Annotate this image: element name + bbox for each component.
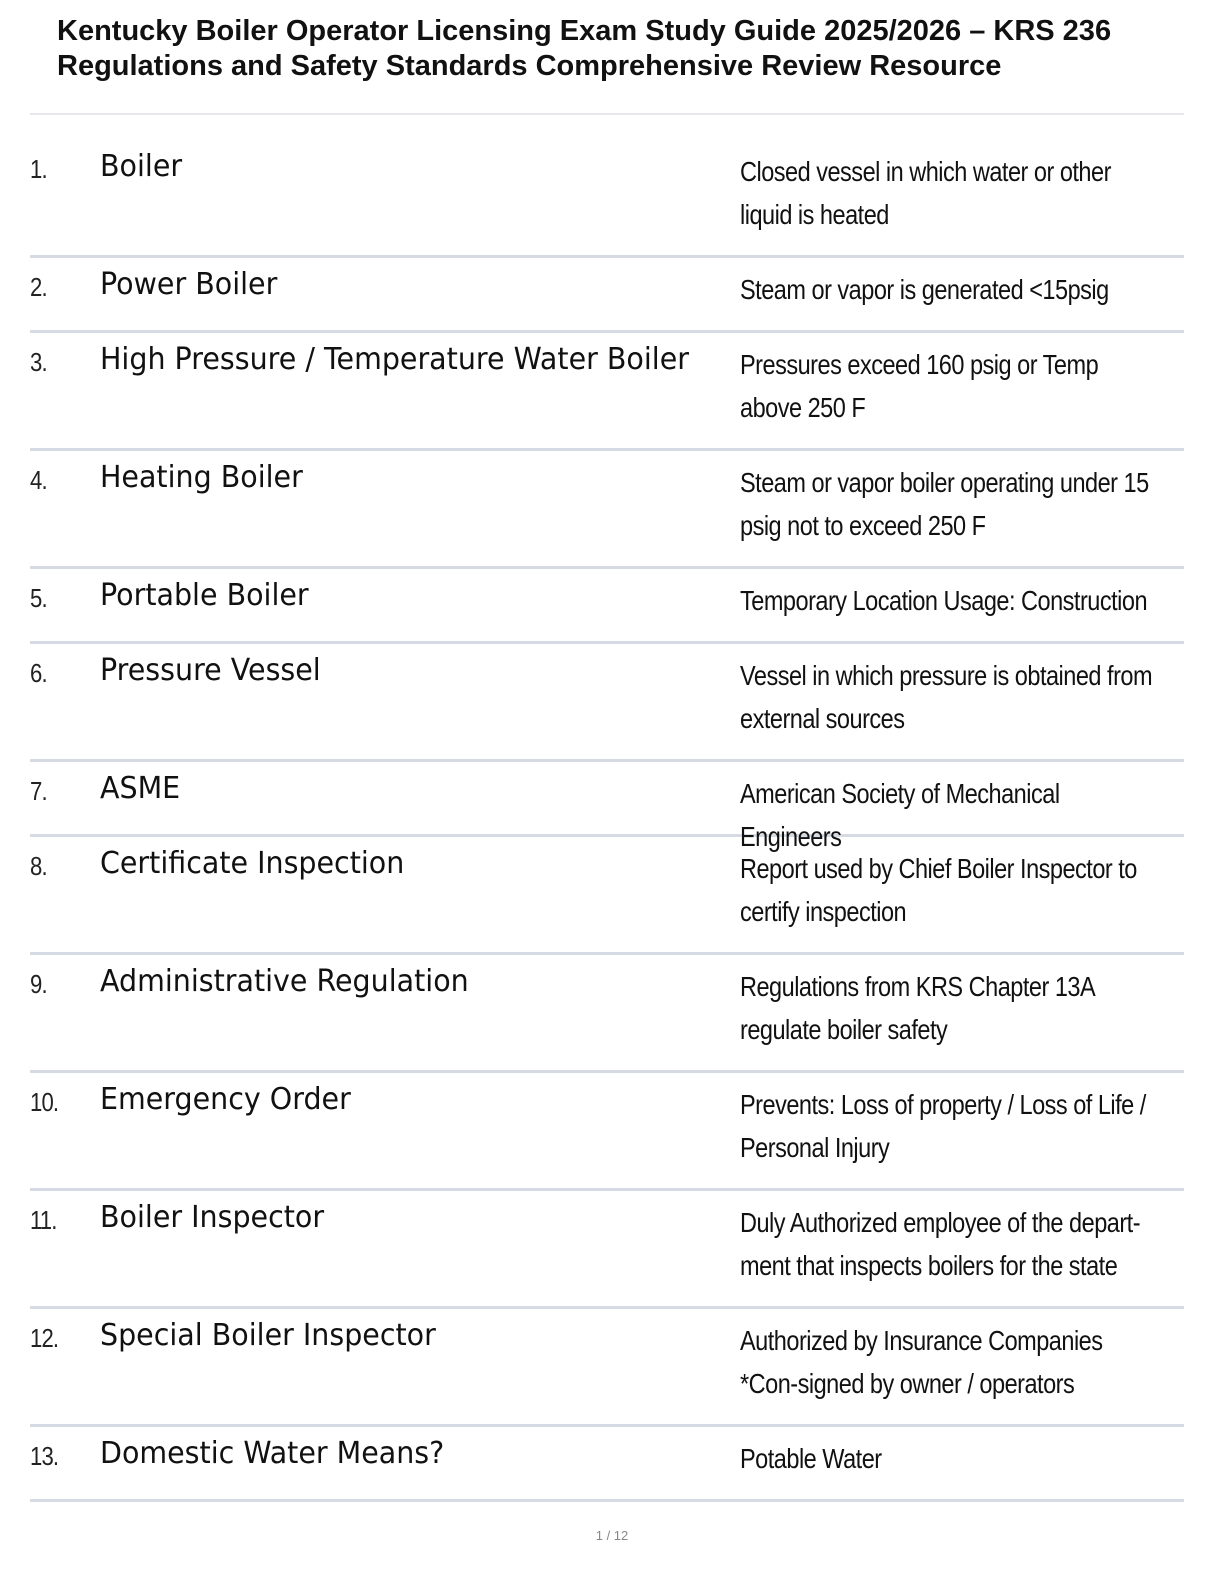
term-definition: Regulations from KRS Chapter 13A regulate boiler safety bbox=[740, 971, 1094, 1045]
term-definition: Prevents: Loss of property / Loss of Life / Personal Injury bbox=[740, 1089, 1146, 1163]
term-row bbox=[30, 569, 1184, 644]
term-number: 3. bbox=[30, 347, 47, 377]
term-name: Certificate Inspection bbox=[100, 846, 405, 881]
term-name: ASME bbox=[100, 771, 181, 806]
term-name: Domestic Water Means? bbox=[100, 1436, 445, 1471]
term-list bbox=[30, 140, 1184, 1502]
term-row bbox=[30, 333, 1184, 451]
term-number: 4. bbox=[30, 465, 47, 495]
term-definition: Potable Water bbox=[740, 1443, 882, 1474]
term-row bbox=[30, 1191, 1184, 1309]
term-number: 10. bbox=[30, 1087, 59, 1117]
term-name: Boiler bbox=[100, 149, 183, 184]
term-number: 13. bbox=[30, 1441, 59, 1471]
term-row bbox=[30, 451, 1184, 569]
term-number: 9. bbox=[30, 969, 47, 999]
term-number: 11. bbox=[30, 1205, 57, 1235]
term-number: 1. bbox=[30, 154, 47, 184]
term-definition: Vessel in which pressure is obtained from external sources bbox=[740, 660, 1153, 734]
term-definition: Temporary Location Usage: Construction bbox=[740, 585, 1148, 616]
term-name: Heating Boiler bbox=[100, 460, 303, 495]
term-number: 5. bbox=[30, 583, 47, 613]
term-name: Boiler Inspector bbox=[100, 1200, 325, 1235]
term-definition: Steam or vapor boiler operating under 15 psig not to exceed 250 F bbox=[740, 467, 1149, 541]
term-name: Power Boiler bbox=[100, 267, 278, 302]
term-number: 6. bbox=[30, 658, 47, 688]
title-line-1: Kentucky Boiler Operator Licensing Exam Study Guide 2025/2026 – KRS 236 bbox=[57, 15, 1112, 47]
page-number: 1 / 12 bbox=[595, 1528, 629, 1543]
title-divider bbox=[30, 113, 1184, 115]
term-number: 12. bbox=[30, 1323, 59, 1353]
term-row bbox=[30, 140, 1184, 258]
term-definition: Steam or vapor is generated <15psig bbox=[740, 274, 1109, 305]
term-number: 7. bbox=[30, 776, 47, 806]
term-name: Emergency Order bbox=[100, 1082, 351, 1117]
term-row bbox=[30, 1073, 1184, 1191]
term-name: High Pressure / Temperature Water Boiler bbox=[100, 342, 689, 377]
term-definition: Report used by Chief Boiler Inspector to certify inspection bbox=[740, 853, 1137, 927]
term-row bbox=[30, 1309, 1184, 1427]
term-number: 8. bbox=[30, 851, 47, 881]
term-name: Portable Boiler bbox=[100, 578, 309, 613]
term-definition: Pressures exceed 160 psig or Temp above 250 F bbox=[740, 349, 1099, 423]
title-line-2: Regulations and Safety Standards Comprehensive Review Resource bbox=[57, 50, 1002, 82]
term-name: Special Boiler Inspector bbox=[100, 1318, 436, 1353]
term-row bbox=[30, 258, 1184, 333]
term-name: Pressure Vessel bbox=[100, 653, 321, 688]
term-definition: Duly Authorized employee of the depart-ment that inspects boilers for the state bbox=[740, 1207, 1141, 1281]
term-row bbox=[30, 1427, 1184, 1502]
term-definition: Authorized by Insurance Companies *Con-signed by owner / operators bbox=[740, 1325, 1103, 1399]
term-definition: American Society of Mechanical Engineers bbox=[740, 778, 1060, 852]
term-row bbox=[30, 837, 1184, 955]
document-title bbox=[57, 14, 1217, 84]
term-definition: Closed vessel in which water or other liquid is heated bbox=[740, 156, 1111, 230]
term-row bbox=[30, 955, 1184, 1073]
term-row bbox=[30, 644, 1184, 762]
term-row bbox=[30, 762, 1184, 852]
term-name: Administrative Regulation bbox=[100, 964, 469, 999]
term-number: 2. bbox=[30, 272, 47, 302]
